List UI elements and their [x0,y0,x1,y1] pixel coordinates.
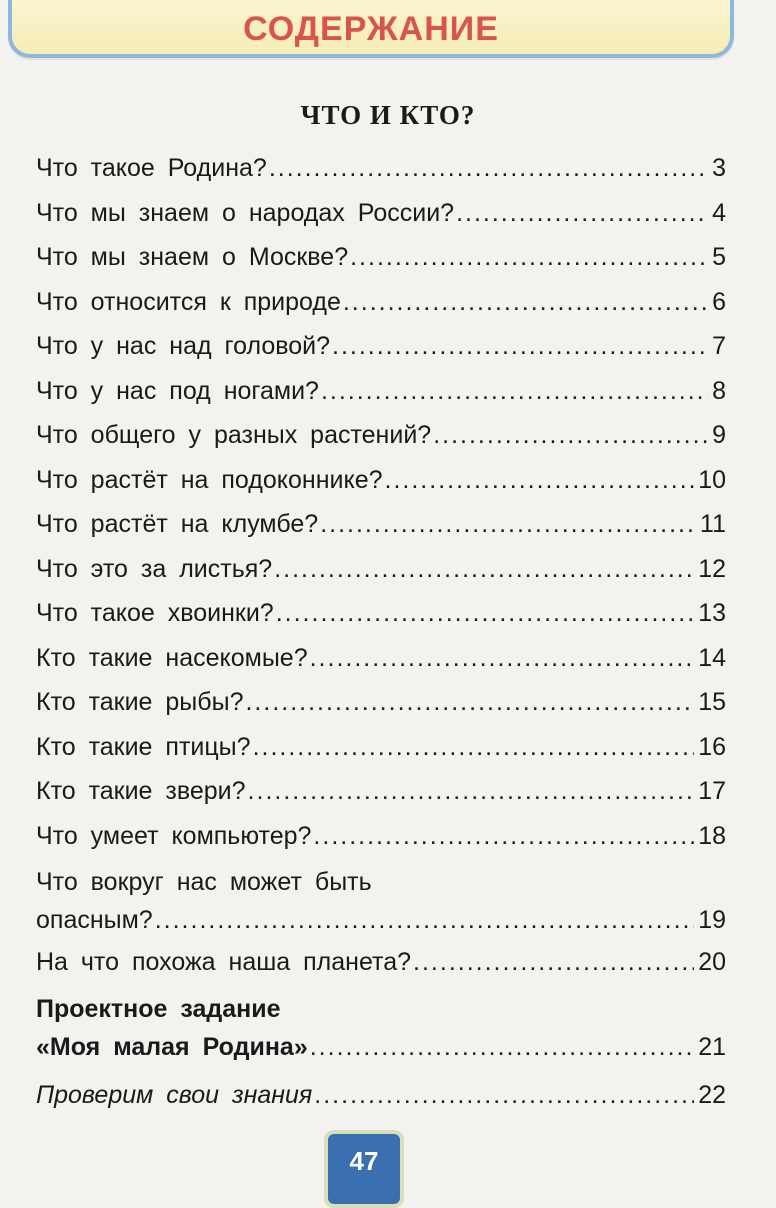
toc-entry-page: 6 [712,287,726,316]
toc-entry-page: 5 [712,243,726,271]
toc-entry-label: Что умеет компьютер? [36,821,312,850]
dot-leader [276,591,694,636]
dot-leader [310,1027,694,1067]
toc-entry-label: Проверим свои знания [36,1080,313,1109]
toc-entry-page: 20 [698,948,726,976]
toc-entry-page: 15 [698,688,726,716]
dot-leader [385,458,695,503]
toc-entry-page: 13 [698,599,726,627]
toc-entry[interactable] [36,458,726,503]
toc-entry-label: Что у нас над головой? [36,332,330,360]
dot-leader [350,235,708,280]
toc-entry-page: 7 [712,332,726,360]
toc-entry-page: 12 [698,554,726,583]
dot-leader [320,502,696,547]
dot-leader [321,369,708,414]
toc-entry[interactable] [36,591,726,636]
toc-entry[interactable] [36,502,726,547]
toc-entry-page: 4 [712,198,726,227]
section-title: ЧТО И КТО? [300,100,476,130]
toc-entry-label: Кто такие насекомые? [36,643,308,672]
dot-leader [332,324,708,369]
toc-entry-page: 3 [712,154,726,182]
dot-leader [248,769,695,814]
toc-entry-page: 14 [698,643,726,672]
toc-entry-page: 10 [698,465,726,494]
header-title: СОДЕРЖАНИЕ [243,9,499,48]
toc-entry-label: «Моя малая Родина» [36,1032,308,1061]
toc-entry[interactable] [36,725,726,770]
toc-entry-label: Что мы знаем о народах России? [36,198,455,227]
toc-entry[interactable] [36,940,726,985]
toc-entry-label: Кто такие рыбы? [36,688,244,716]
dot-leader [314,1073,694,1118]
toc-entry[interactable] [36,1073,726,1118]
toc-entry-label: На что похожа наша планета? [36,948,412,976]
toc-entry-label-line1: Что вокруг нас может быть [36,868,372,896]
toc-entry-label: Что у нас под ногами? [36,376,319,405]
toc-entry[interactable] [36,235,726,280]
toc-entry-multiline[interactable] [36,991,726,1067]
toc-entry-page: 9 [712,421,726,449]
toc-entry-label: Кто такие звери? [36,777,246,805]
dot-leader [253,725,695,770]
toc-entry-label: Что такое хвоинки? [36,599,274,627]
dot-leader [433,413,708,458]
toc-entry-label: Что это за листья? [36,554,273,583]
toc-entry[interactable] [36,814,726,859]
toc-entry-label: Что такое Родина? [36,154,267,182]
toc-entry-page: 22 [698,1080,726,1109]
toc-entry-label: опасным? [36,906,153,934]
page-number: 47 [349,1146,379,1176]
toc-entry-label: Что растёт на клумбе? [36,510,319,538]
dot-leader [343,280,708,325]
toc-entry[interactable] [36,369,726,414]
toc-entry-multiline[interactable] [36,864,726,940]
dot-leader [310,636,695,681]
dot-leader [245,680,694,725]
toc-entry[interactable] [36,413,726,458]
toc-entry-label: Что мы знаем о Москве? [36,243,349,271]
table-of-contents [36,146,726,1117]
page-number-badge [324,1130,404,1208]
toc-entry[interactable] [36,191,726,236]
toc-entry[interactable] [36,547,726,592]
toc-entry-page: 18 [698,821,726,850]
toc-entry-label: Что относится к природе [36,287,341,316]
dot-leader [269,146,708,191]
header-banner [8,0,734,58]
toc-entry[interactable] [36,280,726,325]
toc-entry-label-line1: Проектное задание [36,994,281,1023]
dot-leader [274,547,694,592]
dot-leader [155,900,694,940]
toc-entry-page: 16 [698,732,726,761]
dot-leader [413,940,694,985]
toc-entry-page: 19 [698,906,726,934]
dot-leader [313,814,694,859]
toc-entry-page: 11 [700,510,726,538]
toc-entry[interactable] [36,636,726,681]
toc-entry[interactable] [36,146,726,191]
toc-entry-page: 17 [698,777,726,805]
toc-entry-label: Что растёт на подоконнике? [36,465,383,494]
toc-entry-label: Кто такие птицы? [36,732,251,761]
toc-entry[interactable] [36,769,726,814]
toc-entry[interactable] [36,680,726,725]
toc-entry-page: 21 [698,1032,726,1061]
dot-leader [456,191,708,236]
toc-entry[interactable] [36,324,726,369]
toc-entry-page: 8 [712,376,726,405]
toc-entry-label: Что общего у разных растений? [36,421,432,449]
